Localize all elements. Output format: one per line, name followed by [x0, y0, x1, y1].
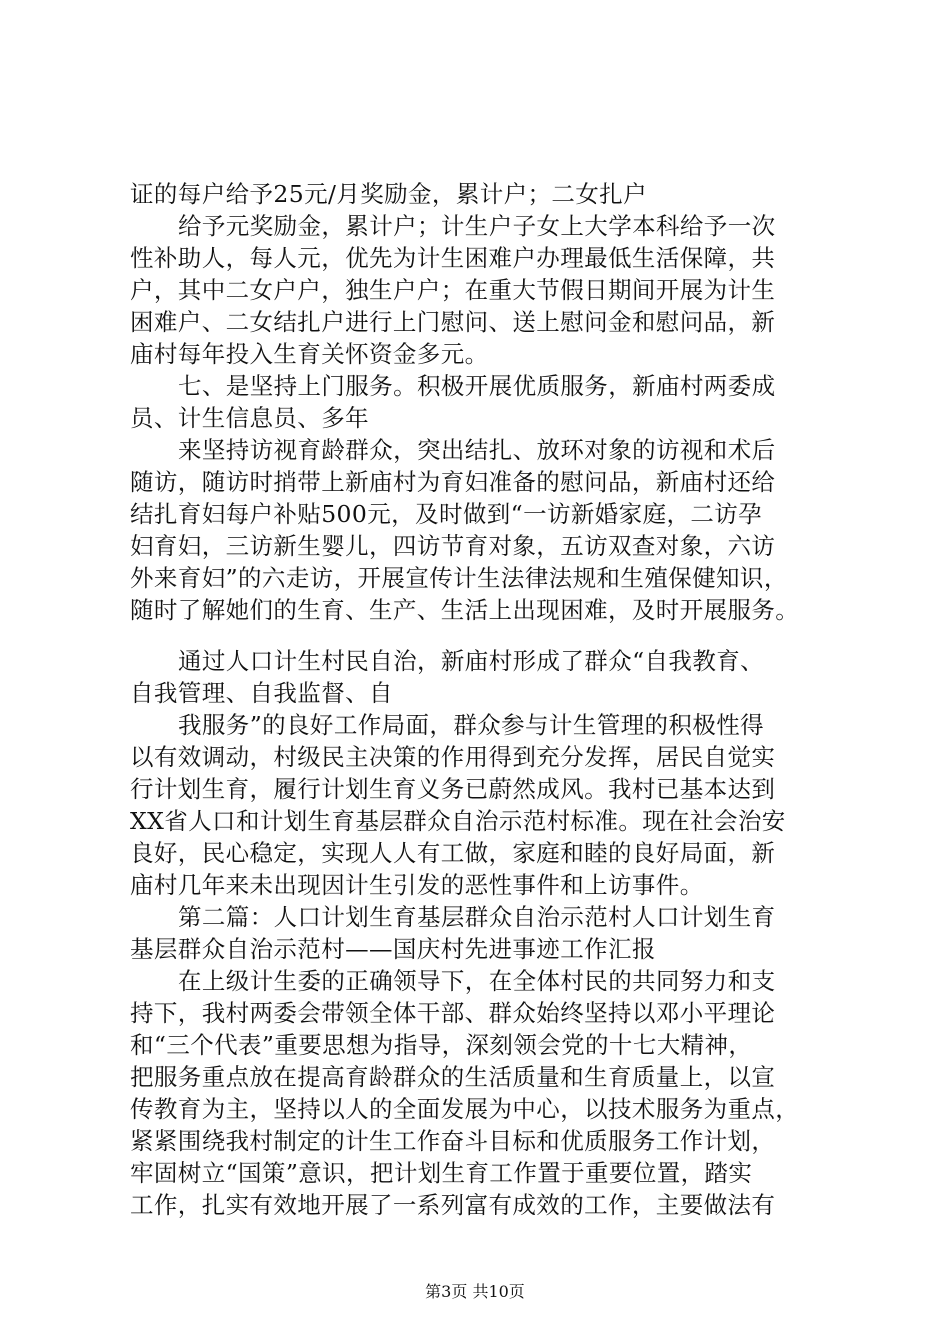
text-line-21: 良好，民心稳定，实现人人有工做，家庭和睦的良好局面，新 — [130, 839, 776, 867]
text-line-7: 七、是坚持上门服务。积极开展优质服务，新庙村两委成 — [178, 372, 776, 400]
text-line-13: 外来育妇”的六走访，开展宣传计生法律法规和生殖保健知识， — [130, 564, 788, 592]
text-line-3: 性补助人，每人元，优先为计生困难户办理最低生活保障，共 — [130, 244, 776, 272]
text-line-5: 困难户、二女结扎户进行上门慰问、送上慰问金和慰问品，新 — [130, 308, 776, 336]
text-line-30: 紧紧围绕我村制定的计生工作奋斗目标和优质服务工作计划， — [130, 1127, 776, 1155]
text-line-24: 基层群众自治示范村——国庆村先进事迹工作汇报 — [130, 935, 656, 963]
text-line-25: 在上级计生委的正确领导下，在全体村民的共同努力和支 — [178, 967, 776, 995]
text-line-4: 户，其中二女户户，独生户户；在重大节假日期间开展为计生 — [130, 276, 776, 304]
text-line-31: 牢固树立“国策”意识，把计划生育工作置于重要位置，踏实 — [130, 1159, 753, 1187]
text-line-12: 妇育妇，三访新生婴儿，四访节育对象，五访双查对象，六访 — [130, 532, 776, 560]
page-number-footer: 第3页 共10页 — [425, 1282, 525, 1301]
text-line-17: 我服务”的良好工作局面，群众参与计生管理的积极性得 — [178, 711, 765, 739]
text-line-23: 第二篇：人口计划生育基层群众自治示范村人口计划生育 — [178, 903, 776, 931]
text-line-32: 工作，扎实有效地开展了一系列富有成效的工作，主要做法有 — [130, 1191, 776, 1219]
text-line-8: 员、计生信息员、多年 — [130, 404, 369, 432]
text-line-11: 结扎育妇每户补贴500元，及时做到“一访新婚家庭，二访孕 — [130, 500, 763, 528]
text-line-15: 通过人口计生村民自治，新庙村形成了群众“自我教育、 — [178, 647, 765, 675]
text-line-27: 和“三个代表”重要思想为指导，深刻领会党的十七大精神， — [130, 1031, 753, 1059]
text-line-1: 证的每户给予25元/月奖励金，累计户；二女扎户 — [130, 180, 648, 208]
text-line-19: 行计划生育，履行计划生育义务已蔚然成风。我村已基本达到 — [130, 775, 776, 803]
text-line-10: 随访，随访时捎带上新庙村为育妇准备的慰问品，新庙村还给 — [130, 468, 776, 496]
text-line-9: 来坚持访视育龄群众，突出结扎、放环对象的访视和术后 — [178, 436, 776, 464]
text-line-18: 以有效调动，村级民主决策的作用得到充分发挥，居民自觉实 — [130, 743, 776, 771]
text-line-29: 传教育为主，坚持以人的全面发展为中心，以技术服务为重点， — [130, 1095, 800, 1123]
text-line-6: 庙村每年投入生育关怀资金多元。 — [130, 340, 489, 368]
text-line-20: XX省人口和计划生育基层群众自治示范村标准。现在社会治安 — [130, 807, 786, 835]
text-line-28: 把服务重点放在提高育龄群众的生活质量和生育质量上，以宣 — [130, 1063, 776, 1091]
text-line-16: 自我管理、自我监督、自 — [130, 679, 393, 707]
text-line-14: 随时了解她们的生育、生产、生活上出现困难，及时开展服务。 — [130, 596, 800, 624]
text-line-22: 庙村几年来未出现因计生引发的恶性事件和上访事件。 — [130, 871, 704, 899]
text-line-26: 持下，我村两委会带领全体干部、群众始终坚持以邓小平理论 — [130, 999, 776, 1027]
text-line-2: 给予元奖励金，累计户；计生户子女上大学本科给予一次 — [178, 212, 776, 240]
